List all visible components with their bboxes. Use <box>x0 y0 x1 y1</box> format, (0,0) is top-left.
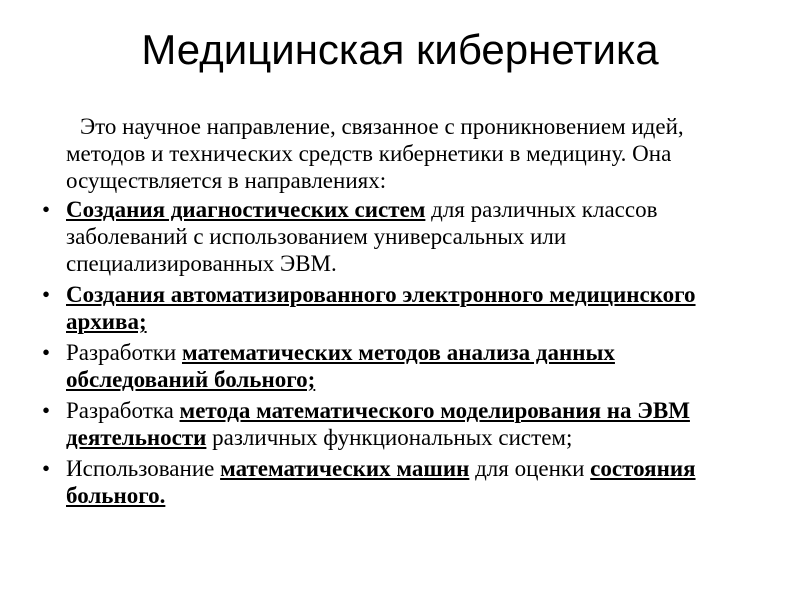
item-emphasis-text: метода математического моделирования на ЭВМ деятельности <box>66 398 690 450</box>
slide-title: Медицинская кибернетика <box>141 26 659 73</box>
list-item <box>42 281 762 335</box>
item-emphasis-text: Создания автоматизированного электронного медицинского архива; <box>66 282 696 334</box>
list-item <box>42 339 762 393</box>
list-item <box>42 455 762 509</box>
intro-paragraph: Это научное направление, связанное с проникновением идей, методов и технических средств кибернетики в медицину. Она осуществляется в направлениях: <box>66 114 684 193</box>
list-item <box>42 397 762 451</box>
bullet-icon: • <box>42 282 51 307</box>
bullet-list <box>42 196 762 509</box>
item-emphasis-text-2: состояния больного. <box>66 456 696 508</box>
item-rest-text: для оценки <box>469 456 591 481</box>
item-emphasis-text: математических методов анализа данных обследований больного; <box>66 340 615 392</box>
item-rest-text: для различных классов заболеваний с использованием универсальных или специализированных ЭВМ. <box>66 197 658 276</box>
bullet-icon: • <box>42 456 51 481</box>
item-lead-text: Разработки <box>66 340 182 365</box>
list-item <box>42 196 762 277</box>
item-lead-text: Разработка <box>66 398 180 423</box>
item-lead-text: Использование <box>66 456 221 481</box>
bullet-icon: • <box>42 398 51 423</box>
item-emphasis-text: математических машин <box>220 456 470 481</box>
item-emphasis-text: Создания диагностических систем <box>66 197 426 222</box>
bullet-icon: • <box>42 340 51 365</box>
bullet-icon: • <box>42 197 51 222</box>
slide-body <box>42 113 762 513</box>
item-rest-text: различных функциональных систем; <box>206 425 573 450</box>
